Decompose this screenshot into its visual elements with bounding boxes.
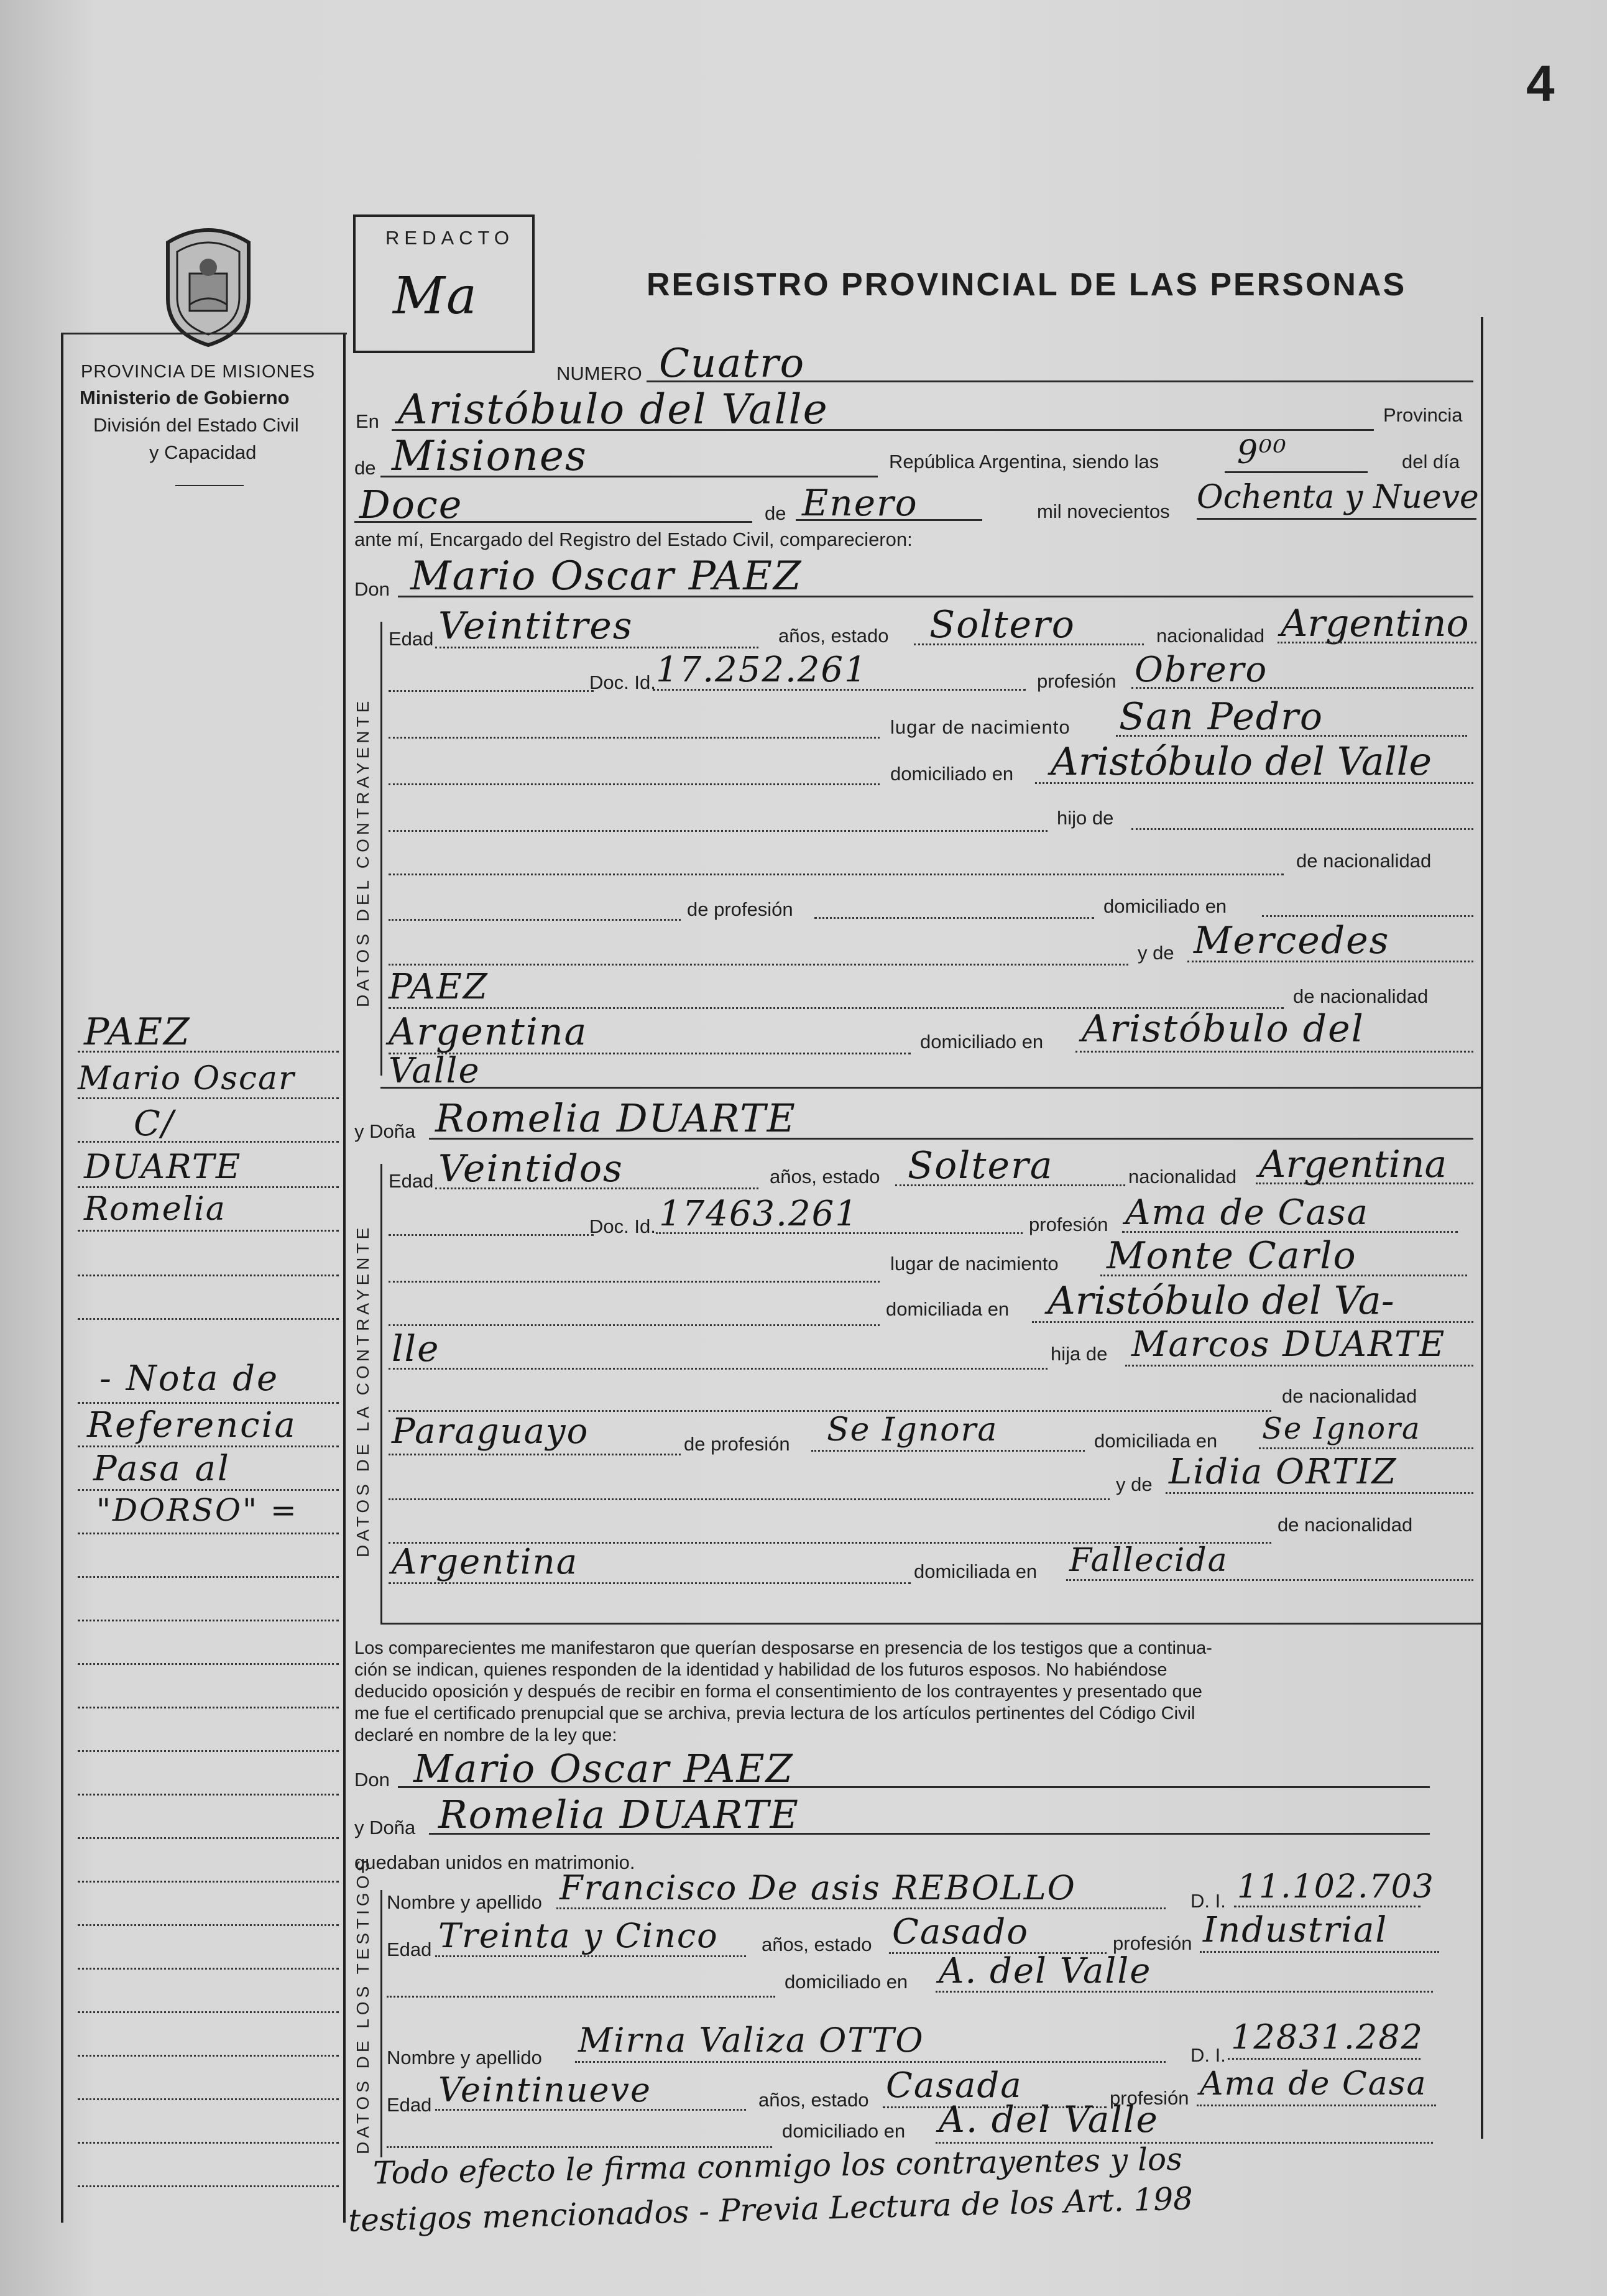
margin-line-5: [78, 1230, 339, 1232]
nacionalidad-line: [1278, 642, 1476, 643]
w1-domicilio-value: A. del Valle: [939, 1951, 1152, 1991]
margin-line-2: [78, 1097, 339, 1099]
province-label: PROVINCIA DE MISIONES: [81, 362, 316, 382]
groom-lugar-nacimiento-value: San Pedro: [1119, 695, 1324, 739]
dia-value: Doce: [359, 482, 463, 527]
form-right-border: [1481, 317, 1483, 2139]
w2-profesion-line: [1197, 2105, 1436, 2106]
bride-madre-value: Lidia ORTIZ: [1169, 1452, 1397, 1492]
bride-padre-nacionalidad-value: Paraguayo: [392, 1411, 589, 1452]
margin-line-21: [78, 1968, 339, 1970]
groom-madre-domicilio-1-value: Aristóbulo del: [1082, 1007, 1365, 1051]
profesion-label: profesión: [1037, 670, 1117, 692]
ante-mi-label: ante mí, Encargado del Registro del Estado Civil, comparecieron:: [354, 528, 913, 550]
y-de-pre-line: [389, 964, 1128, 966]
margin-line-7: [78, 1318, 339, 1320]
groom-edad-value: Veintitres: [438, 604, 633, 648]
doc-pre-line: [389, 690, 594, 692]
w2-domicilio-label: domiciliado en: [782, 2120, 906, 2142]
de-profesion-label: de profesión: [687, 898, 793, 920]
hora-value: 9⁰⁰: [1237, 434, 1287, 471]
margin-bride-surname: DUARTE: [84, 1147, 242, 1186]
margin-line-18: [78, 1837, 339, 1839]
w2-estado-value: Casada: [886, 2065, 1023, 2106]
bride-doc-label: Doc. Id.: [589, 1215, 656, 1237]
w1-domicilio-label: domiciliado en: [785, 1971, 908, 1993]
domiciliado-label: domiciliado en: [890, 763, 1014, 785]
w1-nombre-label: Nombre y apellido: [387, 1891, 542, 1913]
bride-profesion-label: profesión: [1029, 1214, 1108, 1235]
decl-don-value: Mario Oscar PAEZ: [413, 1746, 794, 1791]
w1-edad-label: Edad: [387, 1939, 432, 1960]
groom-madre-apellido-value: PAEZ: [389, 967, 489, 1007]
margin-line-25: [78, 2142, 339, 2144]
w2-edad-value: Veintinueve: [438, 2070, 652, 2109]
groom-section-label: DATOS DEL CONTRAYENTE: [353, 697, 372, 1007]
groom-madre-domicilio-2-value: Valle: [389, 1051, 481, 1091]
madre-domicilio-label: domiciliado en: [920, 1031, 1044, 1053]
bride-y-de-label: y de: [1116, 1473, 1153, 1495]
divider: [175, 485, 244, 486]
w1-nombre-value: Francisco De asis REBOLLO: [559, 1868, 1076, 1907]
groom-section-border: [380, 622, 382, 1076]
mil-novecientos-label: mil novecientos: [1037, 500, 1170, 522]
bride-name-line: [429, 1138, 1473, 1140]
hijo-pre-line: [389, 830, 1048, 832]
bride-madre-domicilio-line: [1066, 1579, 1473, 1581]
margin-line-9: [78, 1445, 339, 1447]
padre-domicilio-line: [1262, 915, 1473, 917]
madre-line: [1187, 961, 1473, 962]
bride-profesion-line: [1122, 1231, 1458, 1233]
numero-value: Cuatro: [659, 341, 806, 387]
groom-madre-nacionalidad-value: Argentina: [389, 1010, 588, 1054]
margin-note-2: Referencia: [87, 1405, 297, 1445]
bride-lugar-nacimiento-label: lugar de nacimiento: [890, 1253, 1059, 1275]
nacionalidad-label: nacionalidad: [1156, 625, 1265, 647]
bride-name-value: Romelia DUARTE: [435, 1095, 796, 1141]
dia-line: [354, 521, 752, 523]
paragraph-line-2: ción se indican, quienes responden de la identidad y habilidad de los futuros esposos. No habiéndose: [354, 1660, 1167, 1680]
bride-madre-nacionalidad-value: Argentina: [392, 1542, 579, 1582]
bride-lugar-nacimiento-line: [1100, 1275, 1467, 1276]
bride-lugar-nacimiento-value: Monte Carlo: [1107, 1234, 1357, 1278]
profesion-line: [1131, 687, 1473, 689]
bride-domicilio-label: domiciliada en: [886, 1298, 1010, 1320]
bride-madre-domicilio-label: domiciliada en: [914, 1561, 1038, 1582]
decl-don-label: Don: [354, 1769, 390, 1791]
padre-prof-pre-line: [389, 919, 681, 921]
numero-line: [647, 380, 1473, 382]
de-nacionalidad-label: de nacionalidad: [1296, 850, 1432, 872]
w2-nombre-label: Nombre y apellido: [387, 2047, 542, 2068]
bride-hija-pre-line: [389, 1368, 1048, 1370]
lugar-nacimiento-line: [1116, 735, 1467, 737]
w1-estado-label: años, estado: [762, 1934, 872, 1955]
bride-profesion-value: Ama de Casa: [1125, 1192, 1369, 1233]
division-label-2: y Capacidad: [149, 441, 257, 463]
w2-di-value: 12831.282: [1231, 2017, 1424, 2057]
bride-edad-value: Veintidos: [438, 1147, 624, 1191]
closing-line-1: Todo efecto le firma conmigo los contrayentes y los: [372, 2141, 1183, 2192]
margin-line-17: [78, 1794, 339, 1796]
bride-padre-profesion-value: Se Ignora: [827, 1411, 998, 1449]
bride-domicilio-pre-line: [389, 1324, 880, 1326]
lugar-nacimiento-label: lugar de nacimiento: [890, 716, 1071, 738]
bride-padre-line: [1125, 1365, 1473, 1367]
w1-domicilio-pre-line: [387, 1996, 775, 1998]
provincia-line: [380, 476, 878, 477]
margin-line-4: [78, 1186, 339, 1188]
redacto-label: REDACTO: [385, 227, 515, 249]
margin-line-11: [78, 1533, 339, 1534]
hijo-line: [1131, 828, 1473, 830]
bride-section-border: [380, 1164, 382, 1624]
left-margin-line: [61, 333, 63, 2223]
stamp-signature: Ma: [393, 267, 478, 326]
bride-domicilio-2-value: lle: [392, 1327, 440, 1370]
provincial-seal-icon: [155, 224, 261, 348]
provincia-value: Misiones: [392, 432, 587, 480]
bride-doc-pre-line: [389, 1234, 594, 1236]
de-label: de: [354, 457, 376, 479]
bride-padre-value: Marcos DUARTE: [1131, 1324, 1446, 1365]
domicilio-pre-line: [389, 783, 880, 785]
w2-profesion-value: Ama de Casa: [1200, 2065, 1427, 2103]
groom-nacionalidad-value: Argentino: [1281, 602, 1469, 645]
w1-profesion-line: [1200, 1951, 1439, 1953]
padre-prof-line: [814, 917, 1094, 919]
bride-domicilio-line: [1032, 1321, 1473, 1323]
bride-madre-domicilio-pre-line: [389, 1582, 911, 1584]
paragraph-line-4: me fue el certificado prenupcial que se archiva, previa lectura de los artículos pertinentes del Código Civil: [354, 1704, 1195, 1723]
groom-doc-value: 17.252.261: [656, 650, 868, 690]
quedaban-label: quedaban unidos en matrimonio.: [354, 1851, 635, 1873]
margin-line-24: [78, 2098, 339, 2100]
w1-di-value: 11.102.703: [1237, 1868, 1435, 1906]
hijo-de-label: hijo de: [1057, 807, 1114, 829]
form-left-border: [343, 333, 346, 2223]
bride-madre-line: [1166, 1492, 1473, 1494]
decl-dona-value: Romelia DUARTE: [438, 1792, 799, 1837]
margin-line-26: [78, 2185, 339, 2187]
de-mes-label: de: [765, 502, 786, 524]
w1-estado-value: Casado: [892, 1912, 1029, 1952]
margin-line-20: [78, 1924, 339, 1926]
w2-edad-line: [435, 2109, 746, 2111]
groom-name-line: [398, 596, 1473, 597]
decl-dona-label: y Doña: [354, 1817, 416, 1838]
decl-don-line: [398, 1786, 1430, 1788]
margin-groom-given: Mario Oscar: [78, 1060, 295, 1097]
y-dona-label: y Doña: [354, 1120, 416, 1142]
w2-profesion-label: profesión: [1110, 2087, 1189, 2109]
bride-estado-line: [895, 1184, 1125, 1186]
en-label: En: [356, 410, 379, 432]
w2-domicilio-pre-line: [387, 2146, 772, 2148]
bride-doc-value: 17463.261: [659, 1194, 859, 1234]
closing-line-2: testigos mencionados - Previa Lectura de los Art. 198: [348, 2180, 1194, 2239]
w1-profesion-value: Industrial: [1203, 1910, 1388, 1950]
margin-line-19: [78, 1881, 339, 1883]
redacto-stamp: [353, 214, 535, 353]
hora-line: [1225, 471, 1368, 473]
top-margin-rule: [61, 333, 347, 334]
bride-edad-label: Edad: [389, 1170, 434, 1192]
w1-edad-value: Treinta y Cinco: [438, 1916, 719, 1955]
margin-line-16: [78, 1750, 339, 1752]
bride-estado-label: años, estado: [770, 1166, 880, 1187]
bride-padre-prof-line: [811, 1450, 1085, 1452]
groom-madre-value: Mercedes: [1194, 919, 1390, 962]
margin-bride-given: Romelia: [84, 1191, 226, 1228]
w1-edad-line: [435, 1955, 746, 1957]
lugar-pre-line: [389, 737, 880, 739]
bride-nacionalidad-value: Argentina: [1259, 1143, 1447, 1186]
margin-line-15: [78, 1707, 339, 1708]
w2-di-label: D. I.: [1190, 2044, 1226, 2066]
margin-note-1: - Nota de: [99, 1358, 280, 1399]
hija-de-label: hija de: [1051, 1343, 1108, 1365]
bride-estado-value: Soltera: [908, 1144, 1054, 1187]
w1-di-label: D. I.: [1190, 1890, 1226, 1912]
bride-domicilio-1-value: Aristóbulo del Va-: [1048, 1278, 1394, 1323]
bride-padre-prof-pre-line: [389, 1454, 681, 1455]
doc-label: Doc. Id.: [589, 671, 656, 693]
bride-madre-nacionalidad-label: de nacionalidad: [1278, 1514, 1413, 1536]
groom-name-value: Mario Oscar PAEZ: [410, 553, 803, 599]
bride-nacionalidad-line: [1256, 1183, 1473, 1184]
w1-di-line: [1234, 1906, 1421, 1907]
bride-padre-domicilio-value: Se Ignora: [1262, 1411, 1421, 1446]
anio-line: [1197, 518, 1476, 520]
page-number: 4: [1526, 55, 1555, 112]
bride-y-de-pre-line: [389, 1498, 1110, 1500]
margin-line-12: [78, 1576, 339, 1578]
paragraph-line-1: Los comparecientes me manifestaron que querían desposarse en presencia de los testigos que a continua-: [354, 1638, 1212, 1658]
groom-domicilio-value: Aristóbulo del Valle: [1051, 739, 1432, 784]
margin-note-4: "DORSO" =: [96, 1492, 298, 1528]
margin-line-23: [78, 2055, 339, 2057]
decl-dona-line: [429, 1833, 1430, 1835]
padre-nac-pre-line: [389, 874, 1284, 875]
doc-line: [653, 689, 1026, 691]
estado-label: años, estado: [778, 625, 889, 647]
bride-doc-line: [656, 1232, 1023, 1234]
w1-domicilio-line: [936, 1991, 1433, 1993]
don-label: Don: [354, 578, 390, 600]
groom-section-end: [380, 1087, 1481, 1089]
margin-line-8: [78, 1402, 339, 1404]
w2-edad-label: Edad: [387, 2094, 432, 2116]
del-dia-label: del día: [1402, 451, 1460, 473]
w2-estado-label: años, estado: [758, 2089, 869, 2111]
margin-line-3: [78, 1141, 339, 1143]
mes-line: [796, 519, 982, 521]
margin-line-14: [78, 1663, 339, 1665]
w2-nombre-value: Mirna Valiza OTTO: [578, 2021, 924, 2060]
margin-note-3: Pasa al: [93, 1449, 231, 1489]
groom-estado-value: Soltero: [929, 603, 1075, 647]
witness-section-label: DATOS DE LOS TESTIGOS: [353, 1856, 372, 2154]
bride-padre-nacionalidad-label: de nacionalidad: [1282, 1385, 1417, 1407]
bride-nacionalidad-label: nacionalidad: [1128, 1166, 1237, 1187]
w1-profesion-label: profesión: [1113, 1932, 1192, 1954]
w2-nombre-line: [575, 2061, 1166, 2063]
padre-domicilio-label: domiciliado en: [1103, 895, 1227, 917]
mes-value: Enero: [802, 482, 918, 524]
margin-groom-surname: PAEZ: [84, 1010, 191, 1054]
margin-line-22: [78, 2011, 339, 2013]
paragraph-line-5: declaré en nombre de la ley que:: [354, 1725, 617, 1745]
republica-label: República Argentina, siendo las: [889, 451, 1159, 473]
margin-line-6: [78, 1275, 339, 1276]
w2-di-line: [1228, 2058, 1421, 2060]
margin-versus: C/: [134, 1104, 175, 1144]
margin-line-1: [78, 1051, 339, 1053]
bride-section-end: [380, 1623, 1481, 1625]
groom-profesion-value: Obrero: [1135, 650, 1268, 690]
bride-madre-domicilio-value: Fallecida: [1069, 1542, 1228, 1579]
witness-section-border: [380, 1890, 382, 2157]
edad-label: Edad: [389, 628, 434, 650]
madre-domicilio-line: [1075, 1051, 1473, 1053]
document-title: REGISTRO PROVINCIAL DE LAS PERSONAS: [647, 267, 1407, 303]
bride-edad-line: [435, 1187, 758, 1189]
paragraph-line-3: deducido oposición y después de recibir en forma el consentimiento de los contrayentes y presentado que: [354, 1682, 1202, 1702]
margin-line-10: [78, 1489, 339, 1491]
edad-line: [435, 647, 758, 648]
w1-nombre-line: [556, 1907, 1166, 1909]
margin-line-13: [78, 1620, 339, 1621]
madre-nacionalidad-label: de nacionalidad: [1293, 985, 1429, 1007]
bride-padre-domicilio-line: [1259, 1447, 1473, 1449]
bride-section-label: DATOS DE LA CONTRAYENTE: [353, 1224, 372, 1557]
estado-line: [914, 643, 1144, 645]
lugar-line: [392, 429, 1374, 431]
bride-lugar-pre-line: [389, 1281, 880, 1283]
w2-domicilio-value: A. del Valle: [939, 2098, 1159, 2141]
lugar-value: Aristóbulo del Valle: [398, 385, 829, 433]
division-label-1: División del Estado Civil: [93, 414, 299, 436]
bride-padre-profesion-label: de profesión: [684, 1433, 790, 1455]
domicilio-line: [1035, 782, 1473, 784]
numero-label: NUMERO: [556, 362, 642, 384]
ministry-label: Ministerio de Gobierno: [80, 387, 290, 408]
y-de-label: y de: [1138, 942, 1174, 964]
anio-value: Ochenta y Nueve: [1197, 479, 1479, 516]
provincia-label: Provincia: [1383, 404, 1463, 426]
bride-padre-domicilio-label: domiciliada en: [1094, 1430, 1218, 1452]
